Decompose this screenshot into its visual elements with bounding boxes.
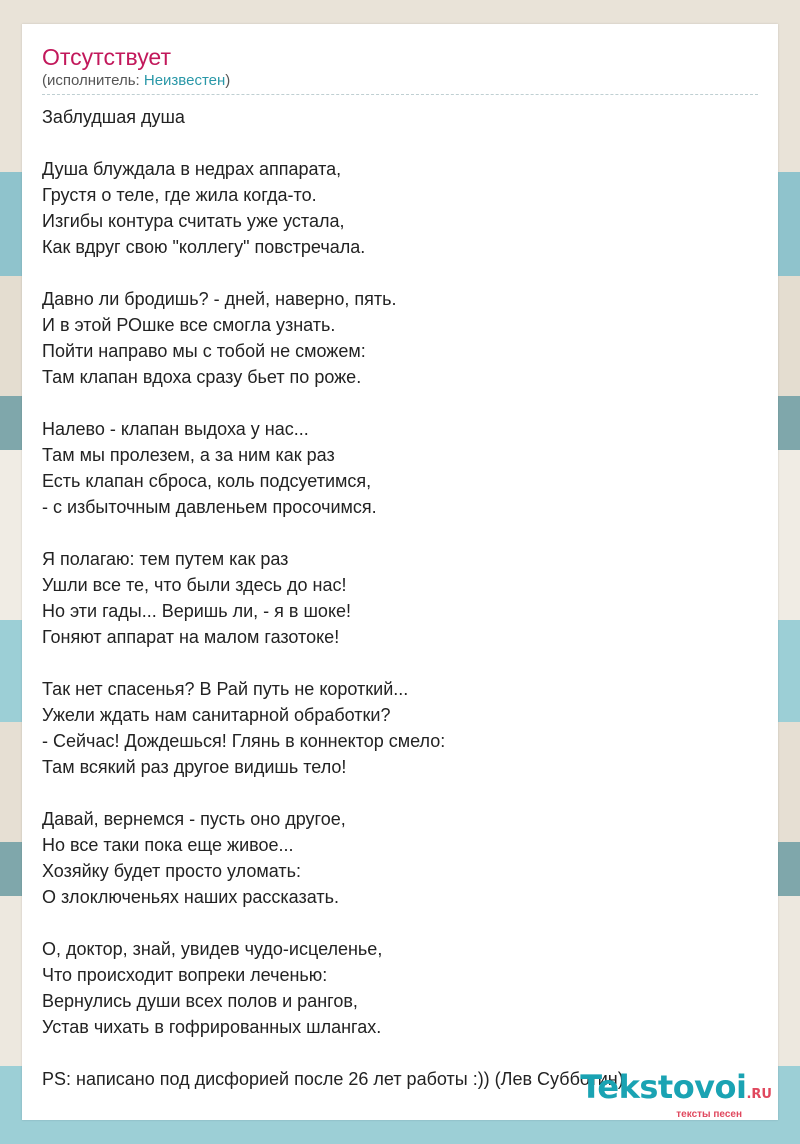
stanza (42, 936, 762, 1040)
lyric-line: Устав чихать в гофрированных шлангах. (42, 1017, 382, 1037)
lyric-line: Есть клапан сброса, коль подсуетимся, (42, 471, 372, 491)
logo-brand (580, 1068, 772, 1111)
stanza (42, 286, 762, 390)
lyric-line: О злоключеньях наших рассказать. (42, 887, 339, 907)
lyric-line: Как вдруг свою "коллегу" повстречала. (42, 237, 366, 257)
stanza (42, 156, 762, 260)
lyric-line: Что происходит вопреки леченью: (42, 965, 328, 985)
lyric-line: Изгибы контура считать уже устала, (42, 211, 345, 231)
lyric-line: - Сейчас! Дождешься! Глянь в коннектор смело: (42, 731, 446, 751)
lyric-line: Ужели ждать нам санитарной обработки? (42, 705, 391, 725)
logo-brand-text: Tekstovoi (580, 1068, 747, 1106)
lyric-line: Душа блуждала в недрах аппарата, (42, 159, 342, 179)
lyric-line: Но эти гады... Веришь ли, - я в шоке! (42, 601, 352, 621)
lyric-line: Грустя о теле, где жила когда-то. (42, 185, 317, 205)
lyric-line: Гоняют аппарат на малом газотоке! (42, 627, 340, 647)
lyric-line: PS: написано под дисфорией после 26 лет работы :)) (Лев Субботин) (42, 1069, 624, 1089)
lyrics-sheet (22, 24, 778, 1120)
stanza (42, 416, 762, 520)
lyric-line: Там мы пролезем, а за ним как раз (42, 445, 335, 465)
lyric-line: - с избыточным давленьем просочимся. (42, 497, 377, 517)
lyric-line: Давно ли бродишь? - дней, наверно, пять. (42, 289, 397, 309)
song-title: Отсутствует (42, 44, 171, 70)
stanza (42, 676, 762, 780)
site-logo[interactable] (580, 1068, 772, 1120)
stanza (42, 546, 762, 650)
lyric-line: Ушли все те, что были здесь до нас! (42, 575, 347, 595)
meta-prefix: (исполнитель: (42, 72, 144, 89)
lyric-line: Давай, вернемся - пусть оно другое, (42, 809, 346, 829)
meta-suffix: ) (225, 72, 231, 89)
lyric-line: Там клапан вдоха сразу бьет по роже. (42, 367, 362, 387)
lyric-line: Я полагаю: тем путем как раз (42, 549, 289, 569)
artist-link[interactable]: Неизвестен (143, 72, 226, 89)
lyric-line: Там всякий раз другое видишь тело! (42, 757, 347, 777)
lyric-line: Хозяйку будет просто уломать: (42, 861, 301, 881)
lyric-line: Вернулись души всех полов и рангов, (42, 991, 358, 1011)
lyric-line: И в этой РОшке все смогла узнать. (42, 315, 336, 335)
lyric-line: Заблудшая душа (42, 107, 185, 127)
lyric-line: Налево - клапан выдоха у нас... (42, 419, 309, 439)
logo-tagline: тексты песен (676, 1109, 742, 1120)
lyric-line: Пойти направо мы с тобой не сможем: (42, 341, 366, 361)
lyric-line: Но все таки пока еще живое... (42, 835, 294, 855)
lyrics-body (42, 104, 762, 1118)
logo-tld: .RU (746, 1087, 772, 1102)
lyric-line: Так нет спасенья? В Рай путь не короткий... (42, 679, 409, 699)
song-meta (42, 72, 230, 90)
stanza (42, 806, 762, 910)
stanza (42, 104, 762, 130)
lyric-line: О, доктор, знай, увидев чудо-исцеленье, (42, 939, 383, 959)
divider (42, 94, 758, 95)
